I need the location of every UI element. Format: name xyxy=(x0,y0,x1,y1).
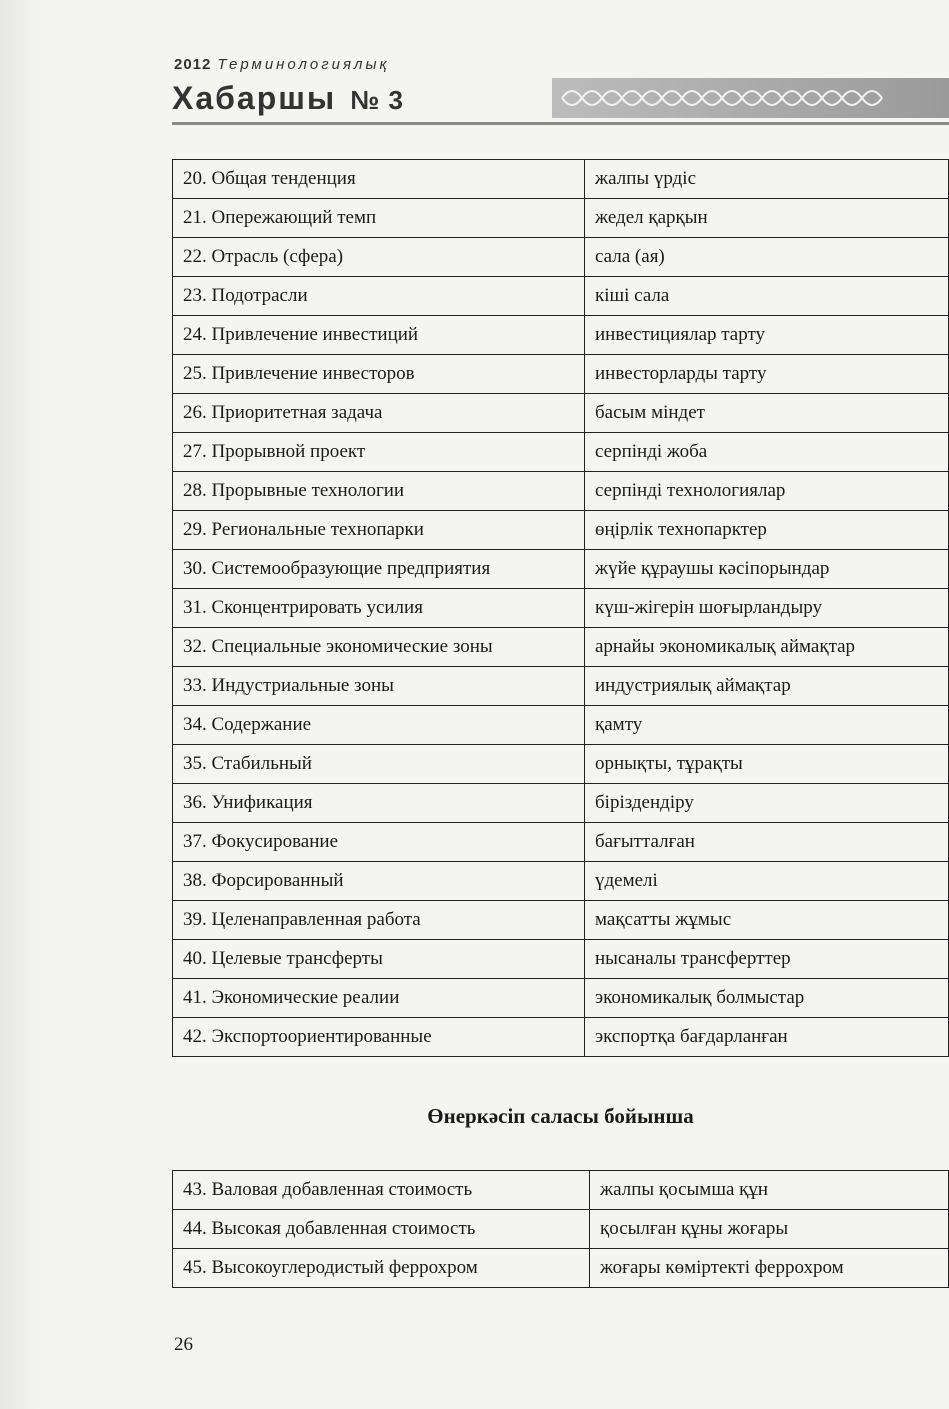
table-row xyxy=(173,394,949,433)
journal-header xyxy=(172,54,949,134)
term-kazakh: кіші сала xyxy=(585,277,949,316)
header-year: 2012 xyxy=(174,56,212,73)
term-russian: 41. Экономические реалии xyxy=(173,979,585,1018)
table-row xyxy=(173,316,949,355)
table-row xyxy=(173,199,949,238)
term-kazakh: басым міндет xyxy=(585,394,949,433)
header-rule xyxy=(172,122,949,125)
table-row xyxy=(173,511,949,550)
term-kazakh: нысаналы трансферттер xyxy=(585,940,949,979)
term-russian: 24. Привлечение инвестиций xyxy=(173,316,585,355)
terms-table xyxy=(172,159,949,1057)
table-row xyxy=(173,277,949,316)
term-russian: 42. Экспортоориентированные xyxy=(173,1018,585,1057)
term-russian: 33. Индустриальные зоны xyxy=(173,667,585,706)
table-row xyxy=(173,745,949,784)
term-russian: 34. Содержание xyxy=(173,706,585,745)
term-kazakh: үдемелі xyxy=(585,862,949,901)
term-russian: 21. Опережающий темп xyxy=(173,199,585,238)
table-row xyxy=(173,628,949,667)
term-kazakh: экономикалық болмыстар xyxy=(585,979,949,1018)
table-row xyxy=(173,160,949,199)
term-kazakh: экспортқа бағдарланған xyxy=(585,1018,949,1057)
header-title: Хабаршы xyxy=(172,80,337,116)
page-edge-shadow xyxy=(0,0,40,1409)
term-kazakh: қамту xyxy=(585,706,949,745)
term-kazakh: сала (ая) xyxy=(585,238,949,277)
header-title-line xyxy=(172,80,404,117)
ornament-pattern xyxy=(552,78,949,118)
table-row xyxy=(173,1210,949,1249)
table-row xyxy=(173,823,949,862)
term-kazakh: жоғары көміртекті феррохром xyxy=(590,1249,949,1288)
section-heading: Өнеркәсіп саласы бойынша xyxy=(427,1104,694,1128)
terms-table-body xyxy=(173,160,949,1057)
term-russian: 43. Валовая добавленная стоимость xyxy=(173,1171,590,1210)
page-number: 26 xyxy=(174,1334,193,1355)
header-issue: № 3 xyxy=(350,85,404,115)
term-kazakh: өңірлік технопарктер xyxy=(585,511,949,550)
table-row xyxy=(173,784,949,823)
term-kazakh: инвестициялар тарту xyxy=(585,316,949,355)
table-row xyxy=(173,1018,949,1057)
term-russian: 30. Системообразующие предприятия xyxy=(173,550,585,589)
term-kazakh: орнықты, тұрақты xyxy=(585,745,949,784)
table-row xyxy=(173,472,949,511)
term-kazakh: серпінді технологиялар xyxy=(585,472,949,511)
term-kazakh: қосылған құны жоғары xyxy=(590,1210,949,1249)
table-row xyxy=(173,589,949,628)
table-row xyxy=(173,1171,949,1210)
term-russian: 20. Общая тенденция xyxy=(173,160,585,199)
term-kazakh: инвесторларды тарту xyxy=(585,355,949,394)
term-kazakh: серпінді жоба xyxy=(585,433,949,472)
header-ornament-band xyxy=(552,78,949,118)
term-russian: 28. Прорывные технологии xyxy=(173,472,585,511)
table-row xyxy=(173,667,949,706)
term-russian: 22. Отрасль (сфера) xyxy=(173,238,585,277)
term-russian: 23. Подотрасли xyxy=(173,277,585,316)
term-russian: 40. Целевые трансферты xyxy=(173,940,585,979)
term-russian: 31. Сконцентрировать усилия xyxy=(173,589,585,628)
term-russian: 29. Региональные технопарки xyxy=(173,511,585,550)
term-russian: 39. Целенаправленная работа xyxy=(173,901,585,940)
term-russian: 44. Высокая добавленная стоимость xyxy=(173,1210,590,1249)
table-row xyxy=(173,355,949,394)
table-row xyxy=(173,238,949,277)
table-row xyxy=(173,901,949,940)
term-kazakh: индустриялық аймақтар xyxy=(585,667,949,706)
industry-terms-table-body xyxy=(173,1171,949,1288)
term-russian: 27. Прорывной проект xyxy=(173,433,585,472)
term-russian: 26. Приоритетная задача xyxy=(173,394,585,433)
term-kazakh: жалпы қосымша құн xyxy=(590,1171,949,1210)
term-kazakh: біріздендіру xyxy=(585,784,949,823)
table-row xyxy=(173,940,949,979)
header-subtitle: Терминологиялық xyxy=(217,56,390,73)
term-russian: 38. Форсированный xyxy=(173,862,585,901)
term-kazakh: бағытталған xyxy=(585,823,949,862)
table-row xyxy=(173,862,949,901)
term-kazakh: жедел қарқын xyxy=(585,199,949,238)
header-subtitle-line xyxy=(174,56,390,73)
term-kazakh: жүйе құраушы кәсіпорындар xyxy=(585,550,949,589)
term-kazakh: мақсатты жұмыс xyxy=(585,901,949,940)
table-row xyxy=(173,550,949,589)
industry-terms-table xyxy=(172,1170,949,1288)
table-row xyxy=(173,1249,949,1288)
term-russian: 37. Фокусирование xyxy=(173,823,585,862)
term-russian: 32. Специальные экономические зоны xyxy=(173,628,585,667)
term-kazakh: жалпы үрдіс xyxy=(585,160,949,199)
table-row xyxy=(173,706,949,745)
term-kazakh: арнайы экономикалық аймақтар xyxy=(585,628,949,667)
term-kazakh: күш-жігерін шоғырландыру xyxy=(585,589,949,628)
table-row xyxy=(173,979,949,1018)
term-russian: 45. Высокоуглеродистый феррохром xyxy=(173,1249,590,1288)
term-russian: 25. Привлечение инвесторов xyxy=(173,355,585,394)
table-row xyxy=(173,433,949,472)
term-russian: 35. Стабильный xyxy=(173,745,585,784)
term-russian: 36. Унификация xyxy=(173,784,585,823)
